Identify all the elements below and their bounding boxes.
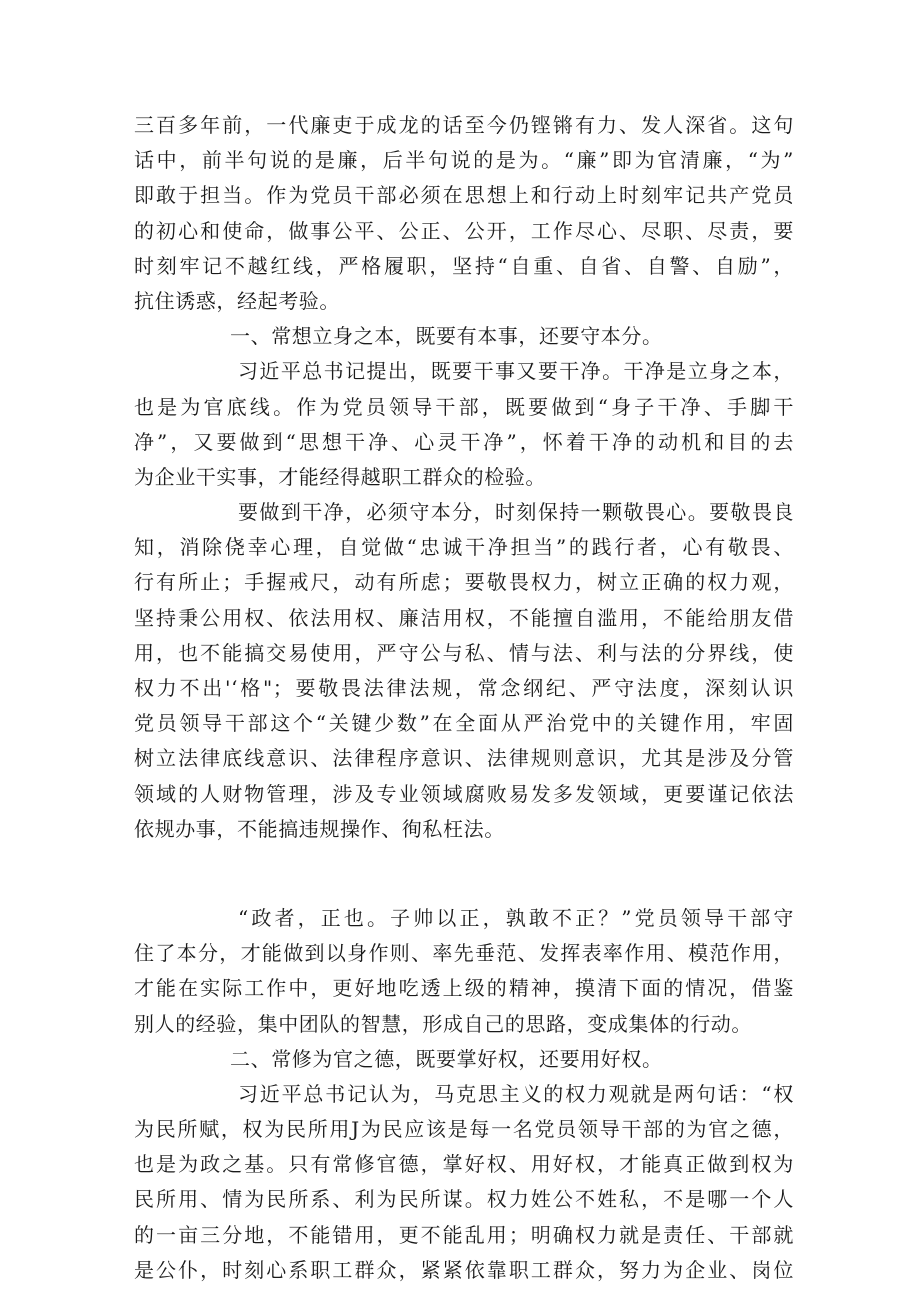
text-line: 的一亩三分地，不能错用，更不能乱用；明确权力就是责任、干部就 bbox=[134, 1222, 794, 1247]
text-line: 是公仆，时刻心系职工群众，紧紧依靠职工群众，努力为企业、岗位 bbox=[134, 1257, 794, 1282]
text-line: 抗住诱惑，经起考验。 bbox=[134, 288, 340, 313]
heading-text: 二、常修为官之德，既要掌好权，还要用好权。 bbox=[230, 1046, 663, 1071]
text-line: 也是为官底线。作为党员领导干部，既要做到“身子干净、手脚干 bbox=[134, 394, 794, 419]
text-line: 民所用、情为民所系、利为民所谋。权力姓公不姓私，不是哪一个人 bbox=[134, 1187, 794, 1212]
text-line: 为企业干实事，才能经得越职工群众的检验。 bbox=[134, 464, 546, 489]
heading-text: 一、常想立身之本，既要有本事，还要守本分。 bbox=[230, 324, 663, 349]
text-line: 领域的人财物管理，涉及专业领域腐败易发多发领域，更要谨记依法 bbox=[134, 781, 794, 806]
text-line: 话中，前半句说的是廉，后半句说的是为。“廉”即为官清廉，“为” bbox=[134, 148, 794, 173]
text-line: “政者，正也。子帅以正，孰敢不正？”党员领导干部守 bbox=[238, 905, 794, 930]
text-line: 别人的经验，集中团队的智慧，形成自己的思路，变成集体的行动。 bbox=[134, 1011, 752, 1036]
text-line: 为民所赋，权为民所用J为民应该是每一名党员领导干部的为官之德， bbox=[134, 1117, 794, 1142]
text-line: 树立法律底线意识、法律程序意识、法律规则意识，尤其是涉及分管 bbox=[134, 746, 794, 771]
text-line: 坚持秉公用权、依法用权、廉洁用权，不能擅自滥用，不能给朋友借 bbox=[134, 605, 794, 630]
paragraph-spacer bbox=[134, 847, 794, 901]
text-line: 住了本分，才能做到以身作则、率先垂范、发挥表率作用、模范作用， bbox=[134, 941, 794, 966]
text-line: 三百多年前，一代廉吏于成龙的话至今仍铿锵有力、发人深省。这句 bbox=[134, 113, 794, 137]
text-line: 依规办事，不能搞违规操作、徇私枉法。 bbox=[134, 816, 505, 841]
document-page bbox=[134, 108, 794, 1288]
paragraph-intro bbox=[134, 108, 794, 319]
text-line: 知，消除侥幸心理，自觉做“忠诚干净担当”的践行者，心有敬畏、 bbox=[134, 535, 794, 560]
text-line: 习近平总书记认为，马克思主义的权力观就是两句话：“权 bbox=[238, 1081, 794, 1106]
paragraph-5 bbox=[134, 1077, 794, 1288]
text-line: 习近平总书记提出，既要干事又要干净。干净是立身之本， bbox=[238, 359, 794, 384]
paragraph-2 bbox=[134, 354, 794, 495]
text-line: 要做到干净，必须守本分，时刻保持一颗敬畏心。要敬畏良 bbox=[238, 500, 794, 525]
paragraph-3 bbox=[134, 495, 794, 847]
text-line: 用，也不能搞交易使用，严守公与私、情与法、利与法的分界线，使 bbox=[134, 640, 794, 665]
paragraph-4 bbox=[134, 901, 794, 1042]
text-line: 行有所止；手握戒尺，动有所虑；要敬畏权力，树立正确的权力观， bbox=[134, 570, 794, 595]
section-heading-2 bbox=[134, 1042, 794, 1077]
text-line: 即敢于担当。作为党员干部必须在思想上和行动上时刻牢记共产党员 bbox=[134, 183, 794, 208]
text-line: 时刻牢记不越红线，严格履职，坚持“自重、自省、自警、自励”， bbox=[134, 253, 794, 278]
text-line: 也是为政之基。只有常修官德，掌好权、用好权，才能真正做到权为 bbox=[134, 1152, 794, 1177]
text-line: 党员领导干部这个“关键少数”在全面从严治党中的关键作用，牢固 bbox=[134, 711, 794, 736]
text-line: 才能在实际工作中，更好地吃透上级的精神，摸清下面的情况，借鉴 bbox=[134, 976, 794, 1001]
text-line: 权力不出'‘格"；要敬畏法律法规，常念纲纪、严守法度，深刻认识 bbox=[134, 676, 794, 700]
section-heading-1 bbox=[134, 319, 794, 354]
text-line: 净”，又要做到“思想干净、心灵干净”，怀着干净的动机和目的去 bbox=[134, 429, 794, 454]
text-line: 的初心和使命，做事公平、公正、公开，工作尽心、尽职、尽责，要 bbox=[134, 218, 794, 243]
